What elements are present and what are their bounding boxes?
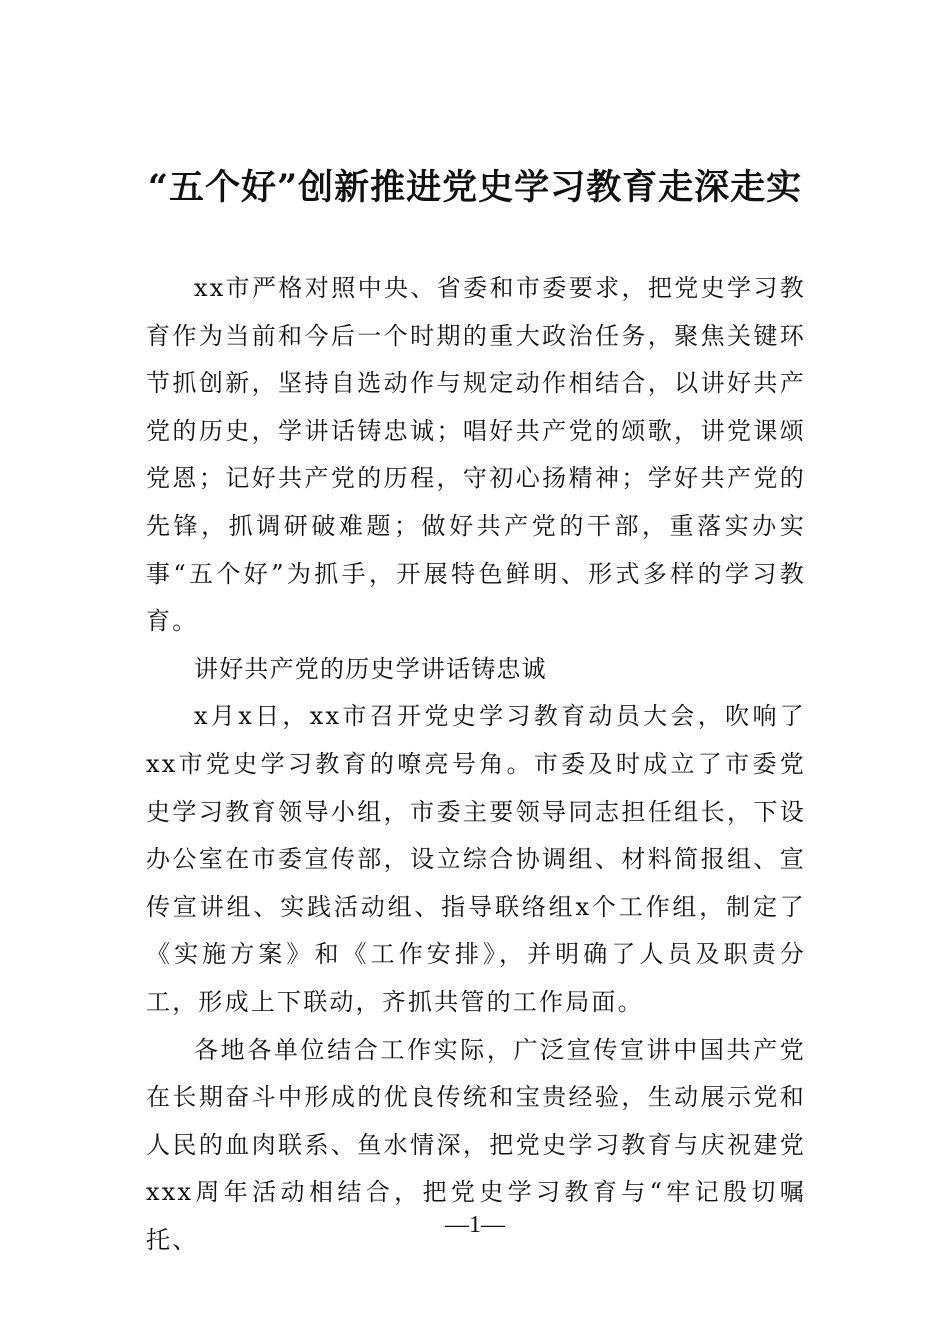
page-number: —1— xyxy=(445,1212,505,1238)
document-title: “五个好”创新推进党史学习教育走深走实 xyxy=(147,167,803,208)
document-body xyxy=(146,265,806,1264)
section-heading: 讲好共产党的历史学讲话铸忠诚 xyxy=(194,654,547,683)
body-paragraph: x月x日，xx市召开党史学习教育动员大会，吹响了xx市党史学习教育的嘹亮号角。市委及时成立了市委党史学习教育领导小组，市委主要领导同志担任组长，下设办公室在市委宣传部，设立综合协调组、材料简报组、宣传宣讲组、实践活动组、指导联络组x个工作组，制定了《实施方案》和《工作安排》，并明确了人员及职责分工，形成上下联动，齐抓共管的工作局面。 xyxy=(146,702,806,1016)
intro-paragraph: xx市严格对照中央、省委和市委要求，把党史学习教育作为当前和今后一个时期的重大政治任务，聚焦关键环节抓创新，坚持自选动作与规定动作相结合，以讲好共产党的历史，学讲话铸忠诚；唱好共产党的颂歌，讲党课颂党恩；记好共产党的历程，守初心扬精神；学好共产党的先锋，抓调研破难题；做好共产党的干部，重落实办实事“五个好”为抓手，开展特色鲜明、形式多样的学习教育。 xyxy=(146,274,806,636)
body-paragraph: 各地各单位结合工作实际，广泛宣传宣讲中国共产党在长期奋斗中形成的优良传统和宝贵经验，生动展示党和人民的血肉联系、鱼水情深，把党史学习教育与庆祝建党xxx周年活动相结合，把党史学习教育与“牢记殷切嘱托、 xyxy=(146,1035,806,1254)
